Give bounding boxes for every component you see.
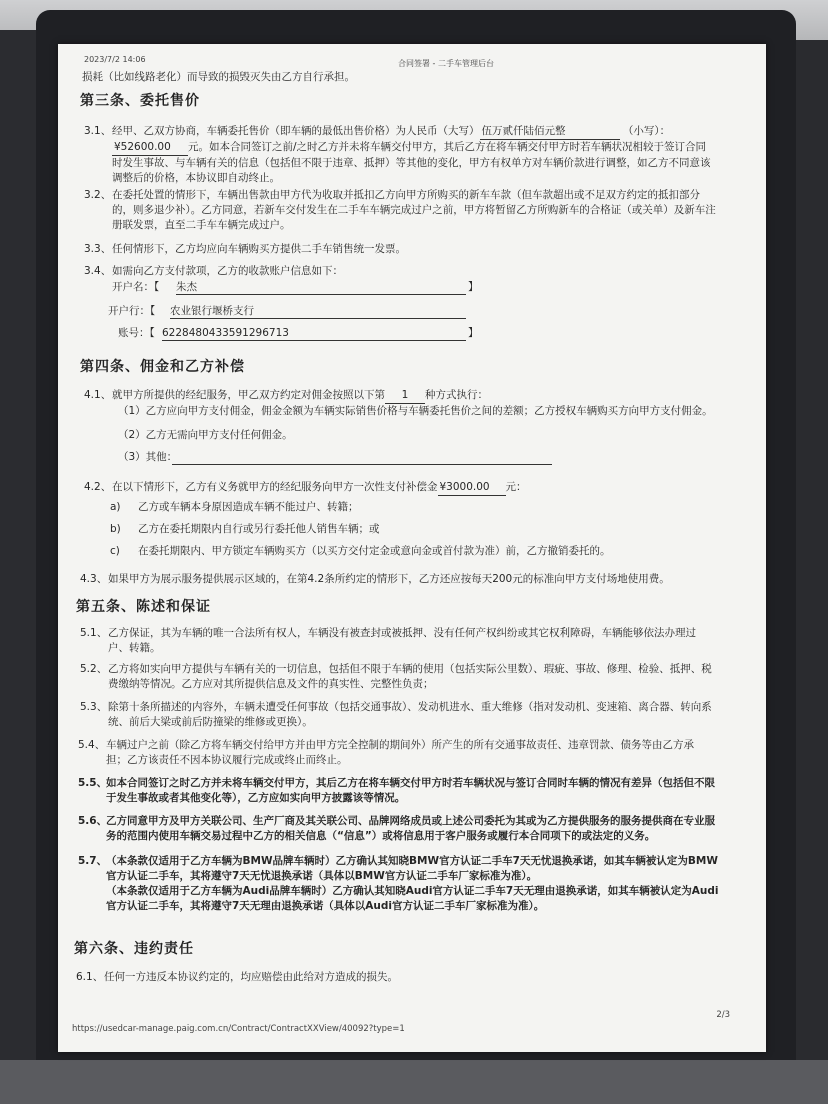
clause-5-1 — [80, 626, 714, 656]
clause-3-2 — [84, 188, 716, 233]
clause-text: 车辆过户之前（除乙方将车辆交付给甲方并由甲方完全控制的期间外）所产生的所有交通事故责任、违章罚款、债务等由乙方承担；乙方该责任不因本协议履行完成或终止而终止。 — [106, 739, 694, 766]
price-small: ¥52600.00 — [112, 140, 188, 156]
clause-number: 5.3、 — [80, 701, 108, 713]
clause-5-2 — [80, 662, 714, 692]
account-name-field — [176, 280, 466, 295]
clause-number: 5.1、 — [80, 627, 108, 639]
clause-number: 4.3、 — [80, 573, 108, 585]
clause-number: 6.1、 — [76, 971, 104, 983]
clause-text: 乙方同意甲方及甲方关联公司、生产厂商及其关联公司、品牌网络成员或上述公司委托为其或为乙方提供服务的服务提供商在专业服务的范围内使用车辆交易过程中乙方的相关信息（“信息”）或将信息用于客户服务或履行本合同项下的或法定的义务。 — [106, 815, 715, 842]
commission-option-1: （1）乙方应向甲方支付佣金，佣金金额为车辆实际销售价格与车辆委托售价之间的差额；乙方授权车辆购买方向甲方支付佣金。 — [118, 405, 713, 417]
clause-text: 除第十条所描述的内容外，车辆未遭受任何事故（包括交通事故）、发动机进水、重大维修（指对发动机、变速箱、离合器、转向系统、前后大梁或前后防撞梁的维修或更换）。 — [108, 701, 712, 728]
contract-page — [58, 44, 766, 1052]
account-number-value: 6228480433591296713 — [162, 327, 289, 339]
commission-option-3: （3）其他： — [118, 451, 178, 463]
clause-text: 如需向乙方支付款项，乙方的收款账户信息如下： — [112, 265, 343, 277]
clause-number: 5.7、 — [78, 855, 108, 867]
clause-text: 乙方将如实向甲方提供与车辆有关的一切信息，包括但不限于车辆的使用（包括实际公里数）、瑕疵、事故、修理、检验、抵押、税费缴纳等情况。乙方应对其所提供信息及文件的真实性、完整性负责； — [108, 663, 712, 690]
clause-number: 3.2、 — [84, 189, 112, 201]
clause-text-bmw: （本条款仅适用于乙方车辆为BMW品牌车辆时）乙方确认其知晓BMW官方认证二手车7天无忧退换承诺，如其车辆被认定为BMW官方认证二手车，其将遵守7天无忧退换承诺（具体以BMW官方认证二手车厂家标准为准）。 — [106, 855, 718, 882]
account-bank-field — [170, 304, 466, 319]
clause-text: 如果甲方为展示服务提供展示区域的，在第4.2条所约定的情形下，乙方还应按每天200元的标准向甲方支付场地使用费。 — [108, 573, 670, 585]
compensation-amount: ¥3000.00 — [438, 480, 506, 496]
clause-number: 5.5、 — [78, 777, 108, 789]
account-number-label: 账号：【 — [118, 327, 155, 339]
clause-text: 种方式执行： — [425, 389, 488, 401]
clause-text: 在以下情形下，乙方有义务就甲方的经纪服务向甲方一次性支付补偿金 — [112, 481, 438, 493]
section-5-title: 第五条、陈述和保证 — [76, 599, 211, 615]
condition-text: 乙方或车辆本身原因造成车辆不能过户、转籍； — [138, 501, 359, 513]
print-url: https://usedcar-manage.paig.com.cn/Contract/ContractXXView/40092?type=1 — [72, 1024, 405, 1034]
condition-key: a) — [110, 501, 121, 513]
clause-3-1 — [84, 124, 716, 186]
clause-5-6 — [78, 814, 722, 844]
clause-4-1 — [84, 388, 694, 404]
clause-3-3 — [84, 242, 694, 257]
clause-text: 经甲、乙双方协商，车辆委托售价（即车辆的最低出售价格）为人民币（大写） — [112, 125, 480, 137]
clause-text: 元。如本合同签订之前/之时乙方并未将车辆交付甲方，其后乙方在将车辆交付甲方时若车辆状况相较于签订合同时发生事故、与车辆有关的信息（包括但不限于违章、抵押）等其他的变化，甲方有权单方对车辆价款进行调整，如乙方不同意该调整后的价格，本协议即自动终止。 — [112, 141, 711, 184]
print-title: 合同签署 - 二手车管理后台 — [398, 59, 494, 68]
clause-number: 4.1、 — [84, 389, 112, 401]
clause-number: 5.6、 — [78, 815, 108, 827]
clause-5-7 — [78, 854, 722, 914]
section-4-title: 第四条、佣金和乙方补偿 — [80, 359, 245, 375]
account-name-label: 开户名：【 — [112, 281, 160, 293]
section-3-title: 第三条、委托售价 — [80, 93, 200, 109]
background-bottom — [0, 1060, 828, 1104]
clause-text: 就甲方所提供的经纪服务，甲乙双方约定对佣金按照以下第 — [112, 389, 385, 401]
clause-number: 3.4、 — [84, 265, 112, 277]
condition-text: 在委托期限内、甲方锁定车辆购买方（以买方交付定金或意向金或首付款为准）前，乙方撤销委托的。 — [138, 545, 611, 557]
clause-number: 4.2、 — [84, 481, 112, 493]
price-small-label: （小写）： — [622, 125, 671, 137]
condition-text: 乙方在委托期限内自行或另行委托他人销售车辆；或 — [138, 523, 380, 535]
clause-number: 3.3、 — [84, 243, 112, 255]
commission-option-2: （2）乙方无需向甲方支付任何佣金。 — [118, 429, 293, 441]
clause-5-4 — [78, 738, 714, 768]
carryover-line: 损耗（比如线路老化）而导致的损毁灭失由乙方自行承担。 — [82, 71, 355, 83]
account-number-field — [162, 326, 466, 341]
clause-3-4 — [84, 264, 694, 279]
clause-text: 元： — [505, 481, 527, 493]
account-bank-label: 开户行：【 — [108, 305, 156, 317]
account-name-value: 朱杰 — [176, 281, 197, 293]
page-number: 2/3 — [716, 1010, 730, 1020]
bracket-close: 】 — [468, 281, 479, 293]
clause-5-3 — [80, 700, 714, 730]
print-timestamp: 2023/7/2 14:06 — [84, 55, 146, 64]
condition-key: b) — [110, 523, 121, 535]
clause-number: 5.2、 — [80, 663, 108, 675]
clause-text: 乙方保证，其为车辆的唯一合法所有权人，车辆没有被查封或被抵押、没有任何产权纠纷或其它权利障碍，车辆能够依法办理过户、转籍。 — [108, 627, 696, 654]
bracket-close: 】 — [468, 327, 479, 339]
section-6-title: 第六条、违约责任 — [74, 941, 194, 957]
clause-text: 如本合同签订之时乙方并未将车辆交付甲方，其后乙方在将车辆交付甲方时若车辆状况与签订合同时车辆的情况有差异（包括但不限于发生事故或者其他变化等），乙方应如实向甲方披露该等情况。 — [106, 777, 715, 804]
commission-option-choice: 1 — [385, 388, 425, 404]
price-uppercase: 伍万贰仟陆佰元整 — [480, 124, 620, 140]
condition-key: c) — [110, 545, 120, 557]
clause-text: 在委托处置的情形下，车辆出售款由甲方代为收取并抵扣乙方向甲方所购买的新车车款（但车款超出或不足双方约定的抵扣部分的，则多退少补）。乙方同意，若新车交付发生在二手车车辆完成过户之前，甲方将暂留乙方所购新车的合格证（或关单）及新车注册联发票，直至二手车车辆完成过户。 — [112, 189, 716, 231]
clause-4-2 — [84, 480, 694, 496]
account-bank-value: 农业银行堰桥支行 — [170, 305, 254, 317]
clause-text: 任何一方违反本协议约定的，均应赔偿由此给对方造成的损失。 — [104, 971, 398, 983]
clause-text-audi: （本条款仅适用于乙方车辆为Audi品牌车辆时）乙方确认其知晓Audi官方认证二手车7天无理由退换承诺，如其车辆被认定为Audi官方认证二手车，其将遵守7天无理由退换承诺（具体以Audi官方认证二手车厂家标准为准）。 — [106, 885, 719, 912]
clause-6-1 — [76, 970, 686, 985]
clause-5-5 — [78, 776, 722, 806]
clause-4-3 — [80, 572, 730, 587]
commission-other-field — [172, 450, 552, 465]
clause-number: 5.4、 — [78, 739, 106, 751]
clause-number: 3.1、 — [84, 125, 112, 137]
clause-text: 任何情形下，乙方均应向车辆购买方提供二手车销售统一发票。 — [112, 243, 406, 255]
